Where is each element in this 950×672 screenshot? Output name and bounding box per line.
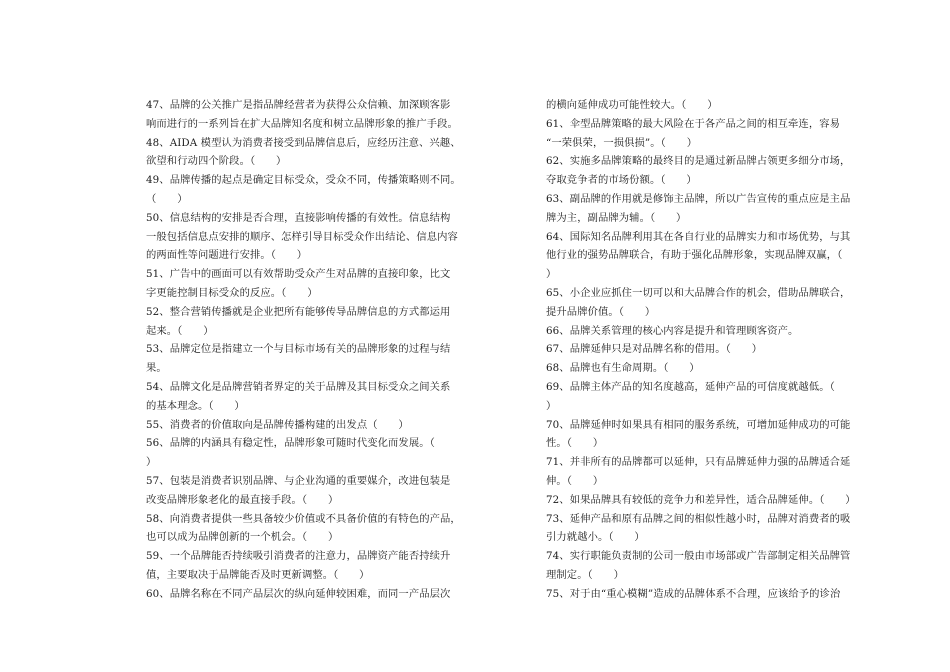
question-line: 53、品牌定位是指建立一个与目标市场有关的品牌形象的过程与结 [146, 343, 451, 356]
question-item [546, 322, 880, 341]
question-line: 起来。（ ） [146, 324, 214, 337]
question-item [146, 378, 480, 416]
question-line: 67、品牌延伸只是对品牌名称的借用。（ ） [546, 343, 763, 356]
question-line: 60、品牌名称在不同产品层次的纵向延伸较困难，而同一产品层次 [146, 587, 451, 600]
question-line: 61、伞型品牌策略的最大风险在于各产品之间的相互牵连，容易 [546, 117, 841, 130]
right-column [546, 96, 880, 604]
question-item [546, 491, 880, 510]
question-line: ） [546, 399, 557, 412]
question-item [546, 585, 880, 604]
question-item [546, 340, 880, 359]
question-line: 62、实施多品牌策略的最终目的是通过新品牌占领更多细分市场， [546, 155, 851, 168]
question-line: 50、信息结构的安排是否合理，直接影响传播的有效性。信息结构 [146, 211, 451, 224]
question-line: 64、国际知名品牌利用其在各自行业的品牌实力和市场优势，与其 [546, 230, 851, 243]
question-line: （ ） [146, 192, 188, 205]
question-item [546, 115, 880, 153]
question-line: “一荣俱荣，一损俱损”。（ ） [546, 136, 698, 149]
question-line: 的两面性等问题进行安排。（ ） [146, 249, 308, 262]
question-line: 理制定。（ ） [546, 568, 625, 581]
question-line: 也可以成为品牌创新的一个机会。（ ） [146, 531, 339, 544]
question-line: 58、向消费者提供一些具备较少价值或不具备价值的有特色的产品， [146, 512, 461, 525]
question-item [546, 190, 880, 228]
question-line: 70、品牌延伸时如果具有相同的服务系统，可增加延伸成功的可能 [546, 418, 851, 431]
question-item [146, 265, 480, 303]
question-line: 48、AIDA 模型认为消费者接受到品牌信息后，应经历注意、兴趣、 [146, 136, 461, 149]
question-line: 提升品牌价值。（ ） [546, 305, 656, 318]
question-item [546, 547, 880, 585]
question-line: ） [146, 456, 157, 469]
question-item [546, 152, 880, 190]
question-line: 73、延伸产品和原有品牌之间的相似性越小时，品牌对消费者的吸 [546, 512, 851, 525]
question-item [546, 359, 880, 378]
question-item [146, 96, 480, 134]
question-item [146, 134, 480, 172]
question-line: 51、广告中的画面可以有效帮助受众产生对品牌的直接印象，比文 [146, 268, 451, 281]
question-item [546, 284, 880, 322]
question-line: 68、品牌也有生命周期。（ ） [546, 362, 700, 375]
question-line: 75、对于由“重心模糊”造成的品牌体系不合理，应该给予的诊治 [546, 587, 841, 600]
question-line: 值，主要取决于品牌能否及时更新调整。（ ） [146, 568, 370, 581]
question-line: 65、小企业应抓住一切可以和大品牌合作的机会，借助品牌联合， [546, 286, 851, 299]
question-line: 牌为主，副品牌为辅。（ ） [546, 211, 687, 224]
question-item [146, 510, 480, 548]
left-column [146, 96, 480, 604]
question-line: 55、消费者的价值取向是品牌传播构建的出发点（ ） [146, 418, 409, 431]
question-item [146, 585, 480, 604]
question-line: 伸。（ ） [546, 474, 604, 487]
question-item [546, 416, 880, 454]
question-item [546, 378, 880, 416]
question-item [546, 228, 880, 284]
question-line: 他行业的强势品牌联合，有助于强化品牌形象，实现品牌双赢，（ [546, 249, 843, 262]
question-item [546, 510, 880, 548]
question-line: 果。 [146, 362, 167, 375]
question-line: 72、如果品牌具有较低的竞争力和差异性，适合品牌延伸。（ ） [546, 493, 856, 506]
question-line: 54、品牌文化是品牌营销者界定的关于品牌及其目标受众之间关系 [146, 380, 451, 393]
question-line: 47、品牌的公关推广是指品牌经营者为获得公众信赖、加深顾客影 [146, 99, 451, 111]
question-item [146, 434, 480, 472]
question-line: ） [546, 268, 557, 281]
question-item [146, 171, 480, 209]
question-item [546, 453, 880, 491]
question-item [546, 96, 880, 115]
question-line: 71、并非所有的品牌都可以延伸，只有品牌延伸力强的品牌适合延 [546, 456, 851, 469]
question-line: 夺取竞争者的市场份额。（ ） [546, 174, 697, 187]
question-line: 63、副品牌的作用就是修饰主品牌，所以广告宣传的重点应是主品 [546, 192, 851, 205]
question-line: 字更能控制目标受众的反应。（ ） [146, 286, 318, 299]
question-line: 56、品牌的内涵具有稳定性，品牌形象可随时代变化而发展。（ [146, 437, 435, 450]
question-item [146, 472, 480, 510]
question-line: 响而进行的一系列旨在扩大品牌知名度和树立品牌形象的推广手段。 [146, 117, 458, 130]
question-line: 59、一个品牌能否持续吸引消费者的注意力，品牌资产能否持续升 [146, 550, 451, 563]
question-item [146, 416, 480, 435]
question-line: 改变品牌形象老化的最直接手段。（ ） [146, 493, 339, 506]
question-line: 69、品牌主体产品的知名度越高，延伸产品的可信度就越低。（ [546, 380, 835, 393]
question-line: 的横向延伸成功可能性较大。（ ） [546, 99, 718, 111]
question-line: 欲望和行动四个阶段。（ ） [146, 155, 287, 168]
question-line: 的基本理念。（ ） [146, 399, 245, 412]
question-line: 52、整合营销传播就是企业把所有能够传导品牌信息的方式都运用 [146, 305, 451, 318]
question-item [146, 303, 480, 341]
question-line: 性。（ ） [546, 437, 604, 450]
question-line: 49、品牌传播的起点是确定目标受众，受众不同，传播策略则不同。 [146, 174, 461, 187]
question-item [146, 340, 480, 378]
question-line: 66、品牌关系管理的核心内容是提升和管理顾客资产。 [546, 324, 799, 337]
question-item [146, 209, 480, 265]
question-line: 57、包装是消费者识别品牌、与企业沟通的重要媒介，改进包装是 [146, 474, 451, 487]
question-item [146, 547, 480, 585]
question-line: 引力就越小。（ ） [546, 531, 645, 544]
question-line: 74、实行职能负责制的公司一般由市场部或广告部制定相关品牌管 [546, 550, 851, 563]
question-line: 一般包括信息点安排的顺序、怎样引导目标受众作出结论、信息内容 [146, 230, 458, 243]
